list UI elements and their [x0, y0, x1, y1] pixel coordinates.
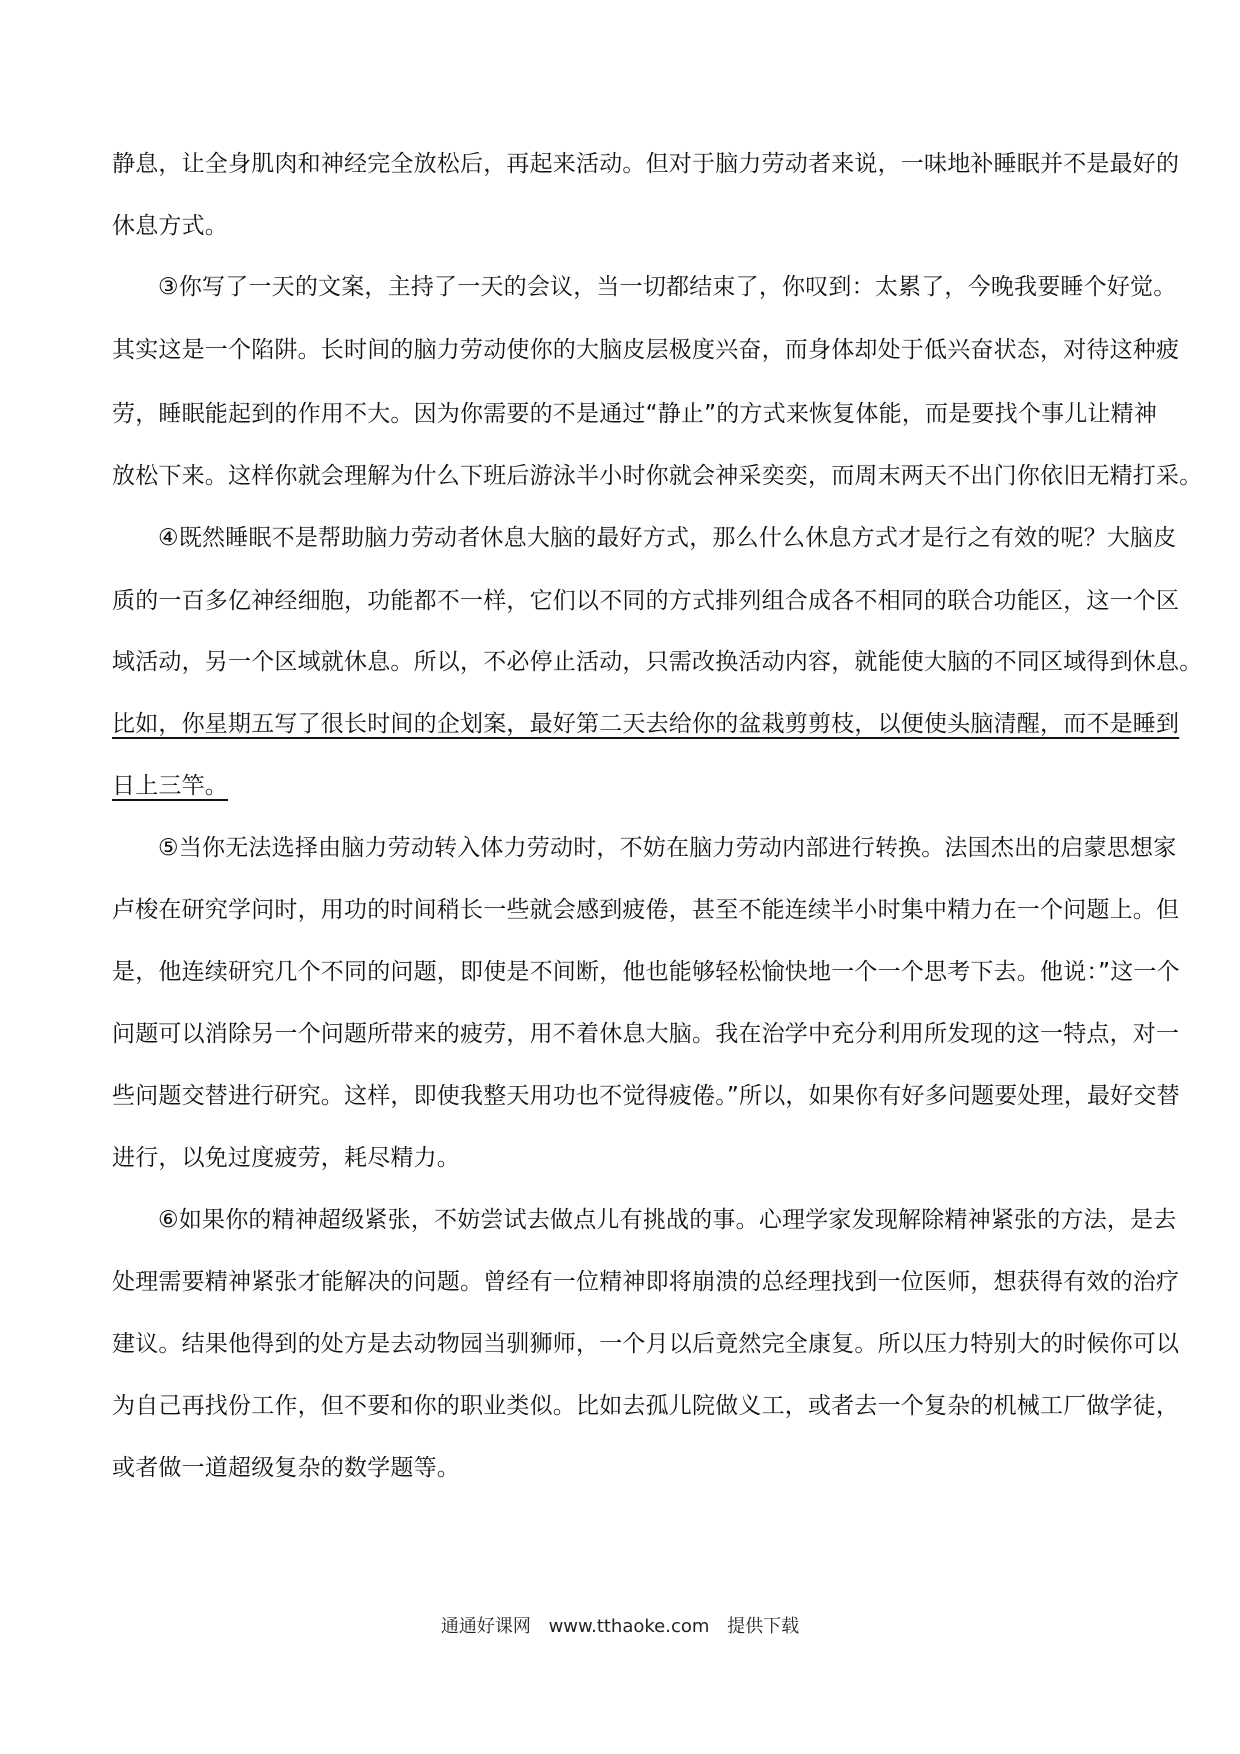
text-line: 是，他连续研究几个不同的问题，即使是不间断，他也能够轻松愉快地一个一个思考下去。他说：”这一个: [112, 959, 1180, 985]
text-line: ⑥如果你的精神超级紧张，不妨尝试去做点儿有挑战的事。心理学家发现解除精神紧张的方法，是去: [158, 1207, 1177, 1233]
text-line: 建议。结果他得到的处方是去动物园当驯狮师，一个月以后竟然完全康复。所以压力特别大的时候你可以: [112, 1331, 1180, 1357]
text-line: 或者做一道超级复杂的数学题等。: [112, 1455, 460, 1481]
page-footer: [0, 1612, 1240, 1642]
footer-url: www.tthaoke.com: [548, 1616, 710, 1637]
text-line: 休息方式。: [112, 213, 228, 239]
text-line: ⑤当你无法选择由脑力劳动转入体力劳动时，不妨在脑力劳动内部进行转换。法国杰出的启蒙思想家: [158, 835, 1177, 861]
text-line: 些问题交替进行研究。这样，即使我整天用功也不觉得疲倦。”所以，如果你有好多问题要处理，最好交替: [112, 1083, 1180, 1109]
text-line: 域活动，另一个区域就休息。所以，不必停止活动，只需改换活动内容，就能使大脑的不同区域得到休息。: [112, 649, 1203, 675]
text-line: 处理需要精神紧张才能解决的问题。曾经有一位精神即将崩溃的总经理找到一位医师，想获得有效的治疗: [112, 1269, 1180, 1295]
footer-site-name: 通通好课网: [440, 1616, 531, 1637]
underlined-text-line: 比如，你星期五写了很长时间的企划案，最好第二天去给你的盆栽剪剪枝，以便使头脑清醒，而不是睡到: [112, 711, 1180, 737]
text-line: 质的一百多亿神经细胞，功能都不一样，它们以不同的方式排列组合成各不相同的联合功能区，这一个区: [112, 588, 1180, 614]
text-line: 劳，睡眠能起到的作用不大。因为你需要的不是通过“静止”的方式来恢复体能，而是要找个事儿让精神: [112, 401, 1158, 427]
underlined-text-line: 日上三竿。: [112, 773, 228, 799]
text-line: 其实这是一个陷阱。长时间的脑力劳动使你的大脑皮层极度兴奋，而身体却处于低兴奋状态，对待这种疲: [112, 337, 1180, 363]
text-line: 问题可以消除另一个问题所带来的疲劳，用不着休息大脑。我在治学中充分利用所发现的这一特点，对一: [112, 1021, 1180, 1047]
text-line: ④既然睡眠不是帮助脑力劳动者休息大脑的最好方式，那么什么休息方式才是行之有效的呢？大脑皮: [158, 525, 1177, 551]
footer-note: 提供下载: [727, 1616, 800, 1637]
text-line: 为自己再找份工作，但不要和你的职业类似。比如去孤儿院做义工，或者去一个复杂的机械工厂做学徒，: [112, 1393, 1180, 1419]
text-line: 进行，以免过度疲劳，耗尽精力。: [112, 1145, 460, 1171]
text-line: 卢梭在研究学问时，用功的时间稍长一些就会感到疲倦，甚至不能连续半小时集中精力在一个问题上。但: [112, 897, 1180, 923]
text-line: ③你写了一天的文案，主持了一天的会议，当一切都结束了，你叹到：太累了，今晚我要睡个好觉。: [158, 274, 1177, 300]
text-line: 静息，让全身肌肉和神经完全放松后，再起来活动。但对于脑力劳动者来说，一味地补睡眠并不是最好的: [112, 151, 1180, 177]
text-line: 放松下来。这样你就会理解为什么下班后游泳半小时你就会神采奕奕，而周末两天不出门你依旧无精打采。: [112, 463, 1203, 489]
